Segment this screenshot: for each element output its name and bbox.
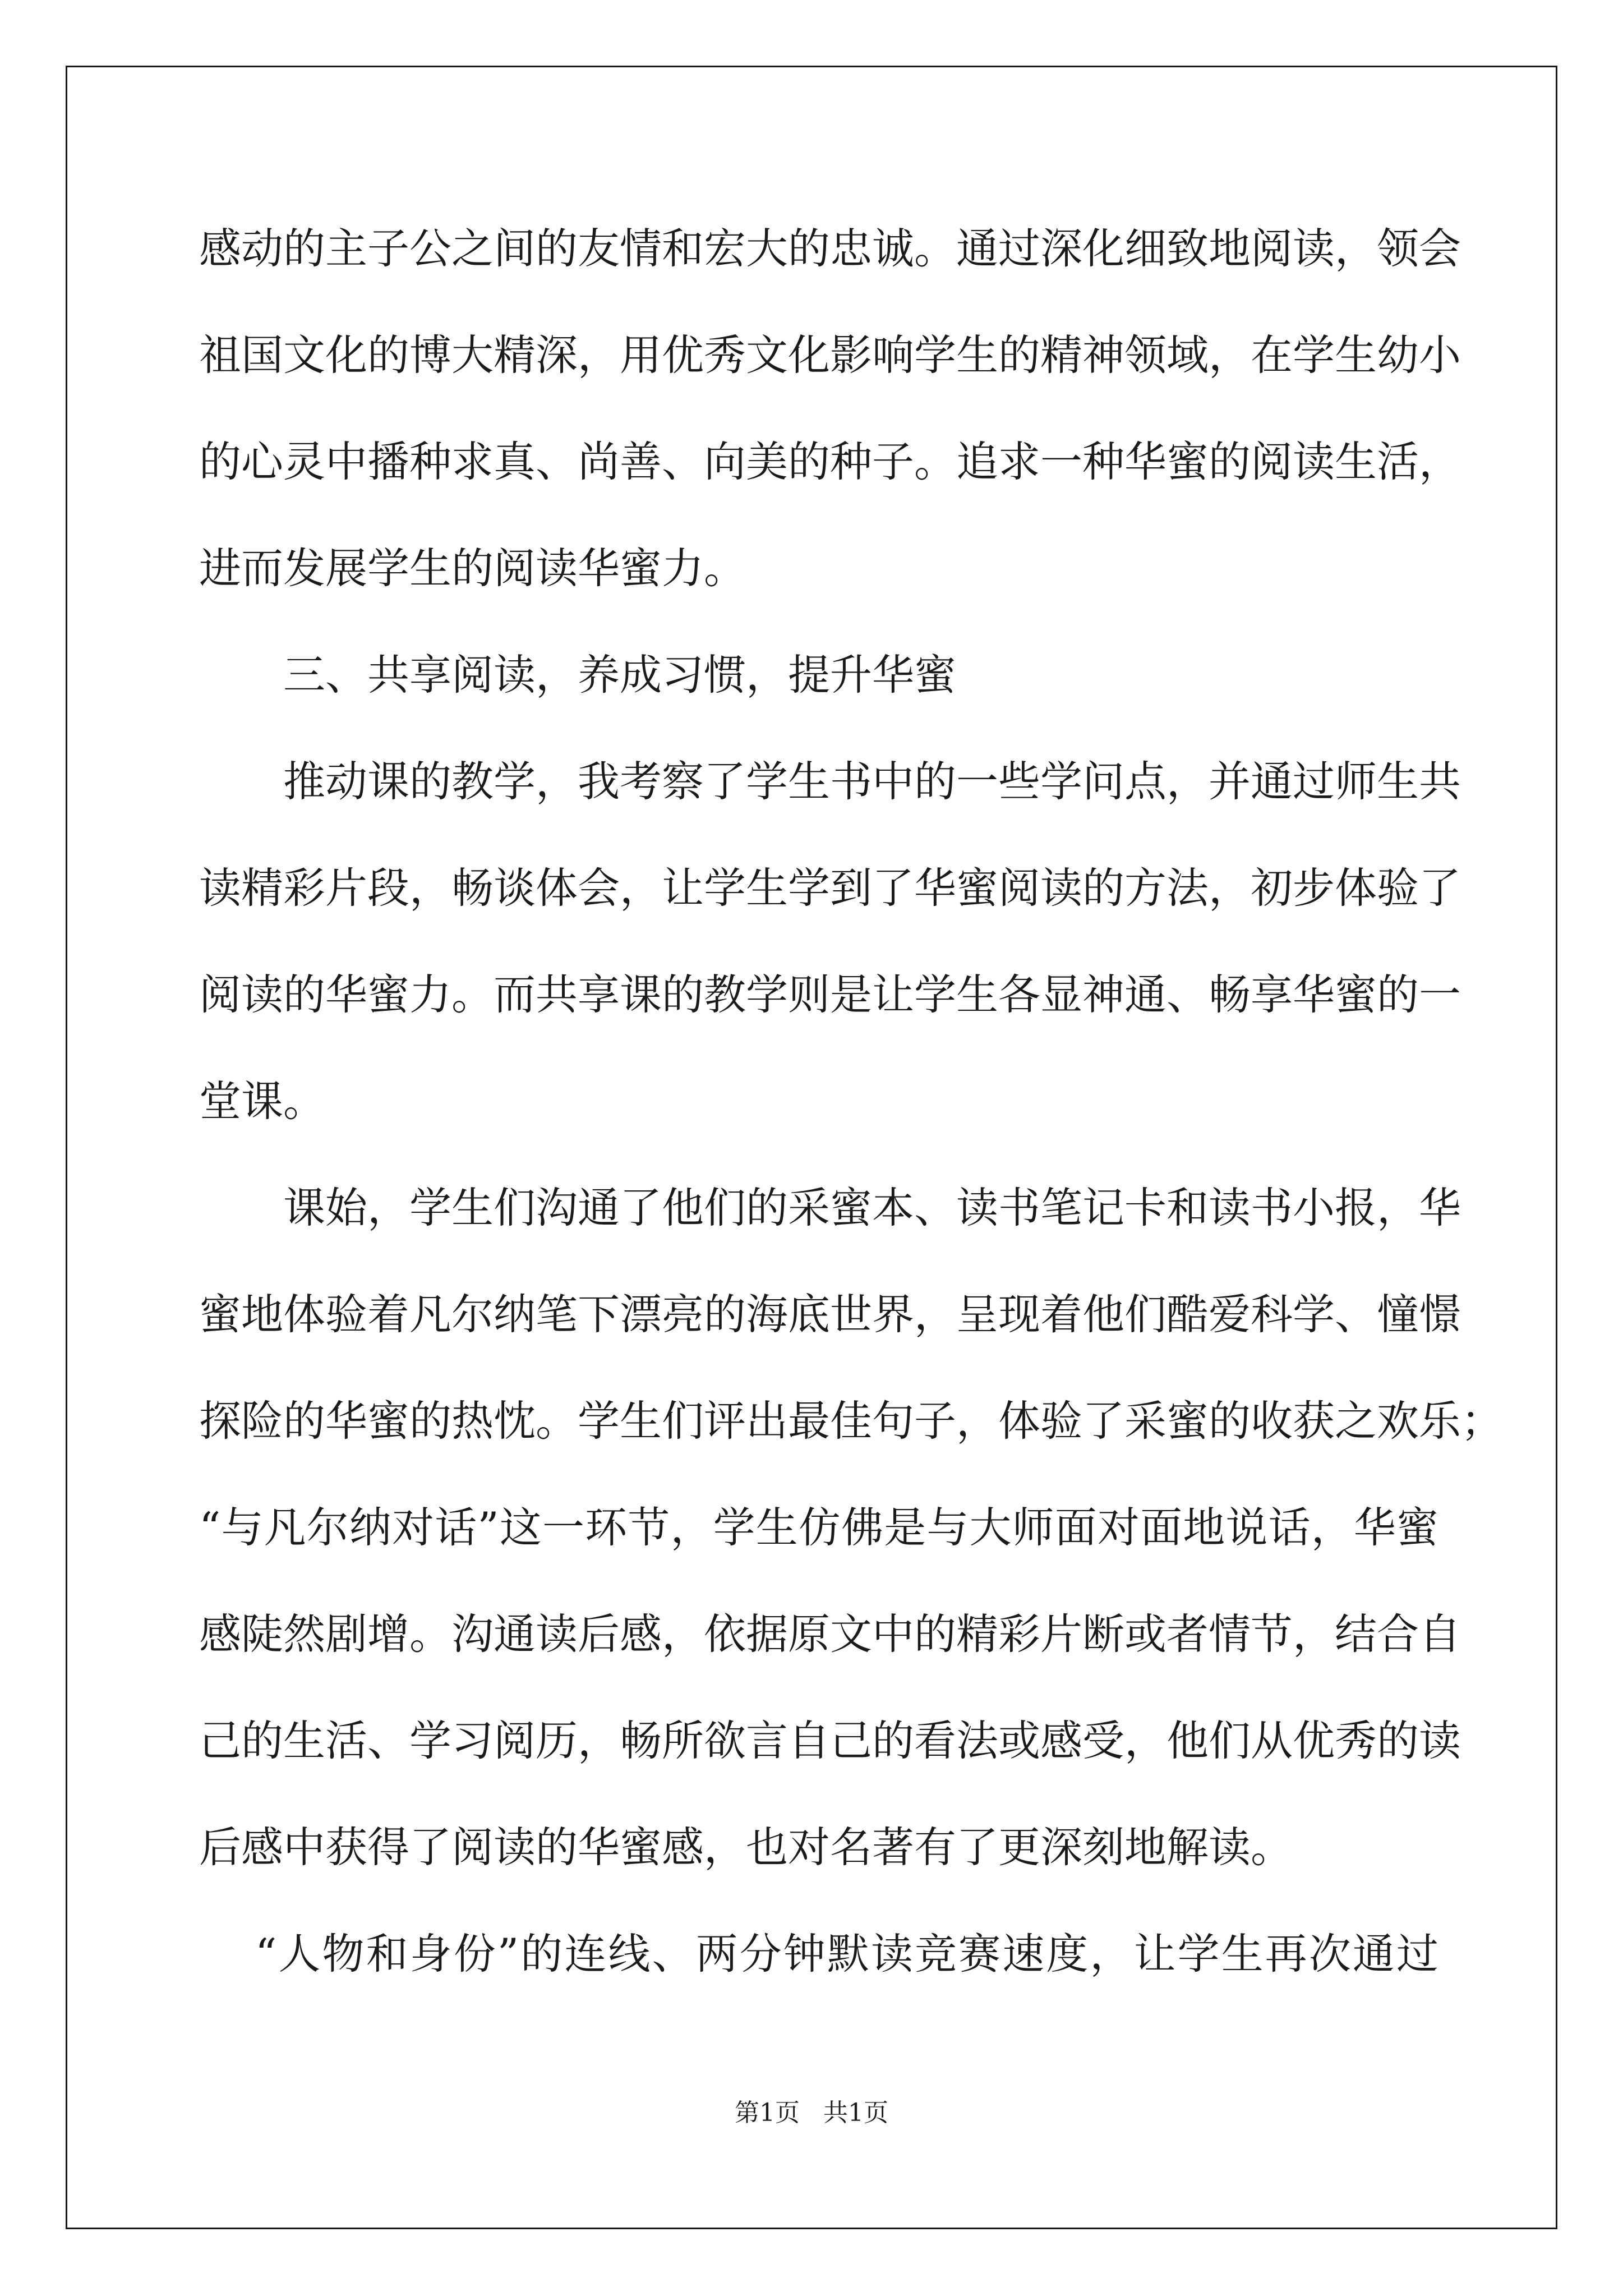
text-line: 探险的华蜜的热忱。学生们评出最佳句子，体验了采蜜的收获之欢乐； — [199, 1396, 1504, 1446]
text-line: “人物和身份”的连线、两分钟默读竞赛速度，让学生再次通过 — [255, 1929, 1438, 1978]
text-line: 感动的主子公之间的友情和宏大的忠诚。通过深化细致地阅读，领会 — [199, 224, 1461, 273]
text-line: 的心灵中播种求真、尚善、向美的种子。追求一种华蜜的阅读生活， — [199, 437, 1461, 486]
text-line: 堂课。 — [199, 1076, 326, 1126]
text-line: “与凡尔纳对话”这一环节，学生仿佛是与大师面对面地说话，华蜜 — [199, 1503, 1438, 1552]
text-line: 推动课的教学，我考察了学生书中的一些学问点，并通过师生共 — [283, 757, 1461, 806]
text-line: 己的生活、学习阅历，畅所欲言自己的看法或感受，他们从优秀的读 — [199, 1716, 1461, 1765]
text-line: 感陡然剧增。沟通读后感，依据原文中的精彩片断或者情节，结合自 — [199, 1609, 1461, 1659]
document-body — [199, 212, 1504, 2024]
text-line: 进而发展学生的阅读华蜜力。 — [199, 544, 746, 593]
text-line: 祖国文化的博大精深，用优秀文化影响学生的精神领域，在学生幼小 — [199, 330, 1461, 380]
section-heading: 三、共享阅读，养成习惯，提升华蜜 — [283, 650, 957, 700]
text-line: 课始，学生们沟通了他们的采蜜本、读书笔记卡和读书小报，华 — [283, 1183, 1461, 1232]
text-line: 后感中获得了阅读的华蜜感，也对名著有了更深刻地解读。 — [199, 1823, 1293, 1872]
text-line: 读精彩片段，畅谈体会，让学生学到了华蜜阅读的方法，初步体验了 — [199, 863, 1461, 913]
text-line: 蜜地体验着凡尔纳笔下漂亮的海底世界，呈现着他们酷爱科学、憧憬 — [199, 1290, 1461, 1339]
text-line: 阅读的华蜜力。而共享课的教学则是让学生各显神通、畅享华蜜的一 — [199, 970, 1461, 1019]
page-number-footer: 第1页 共1页 — [735, 2099, 888, 2127]
